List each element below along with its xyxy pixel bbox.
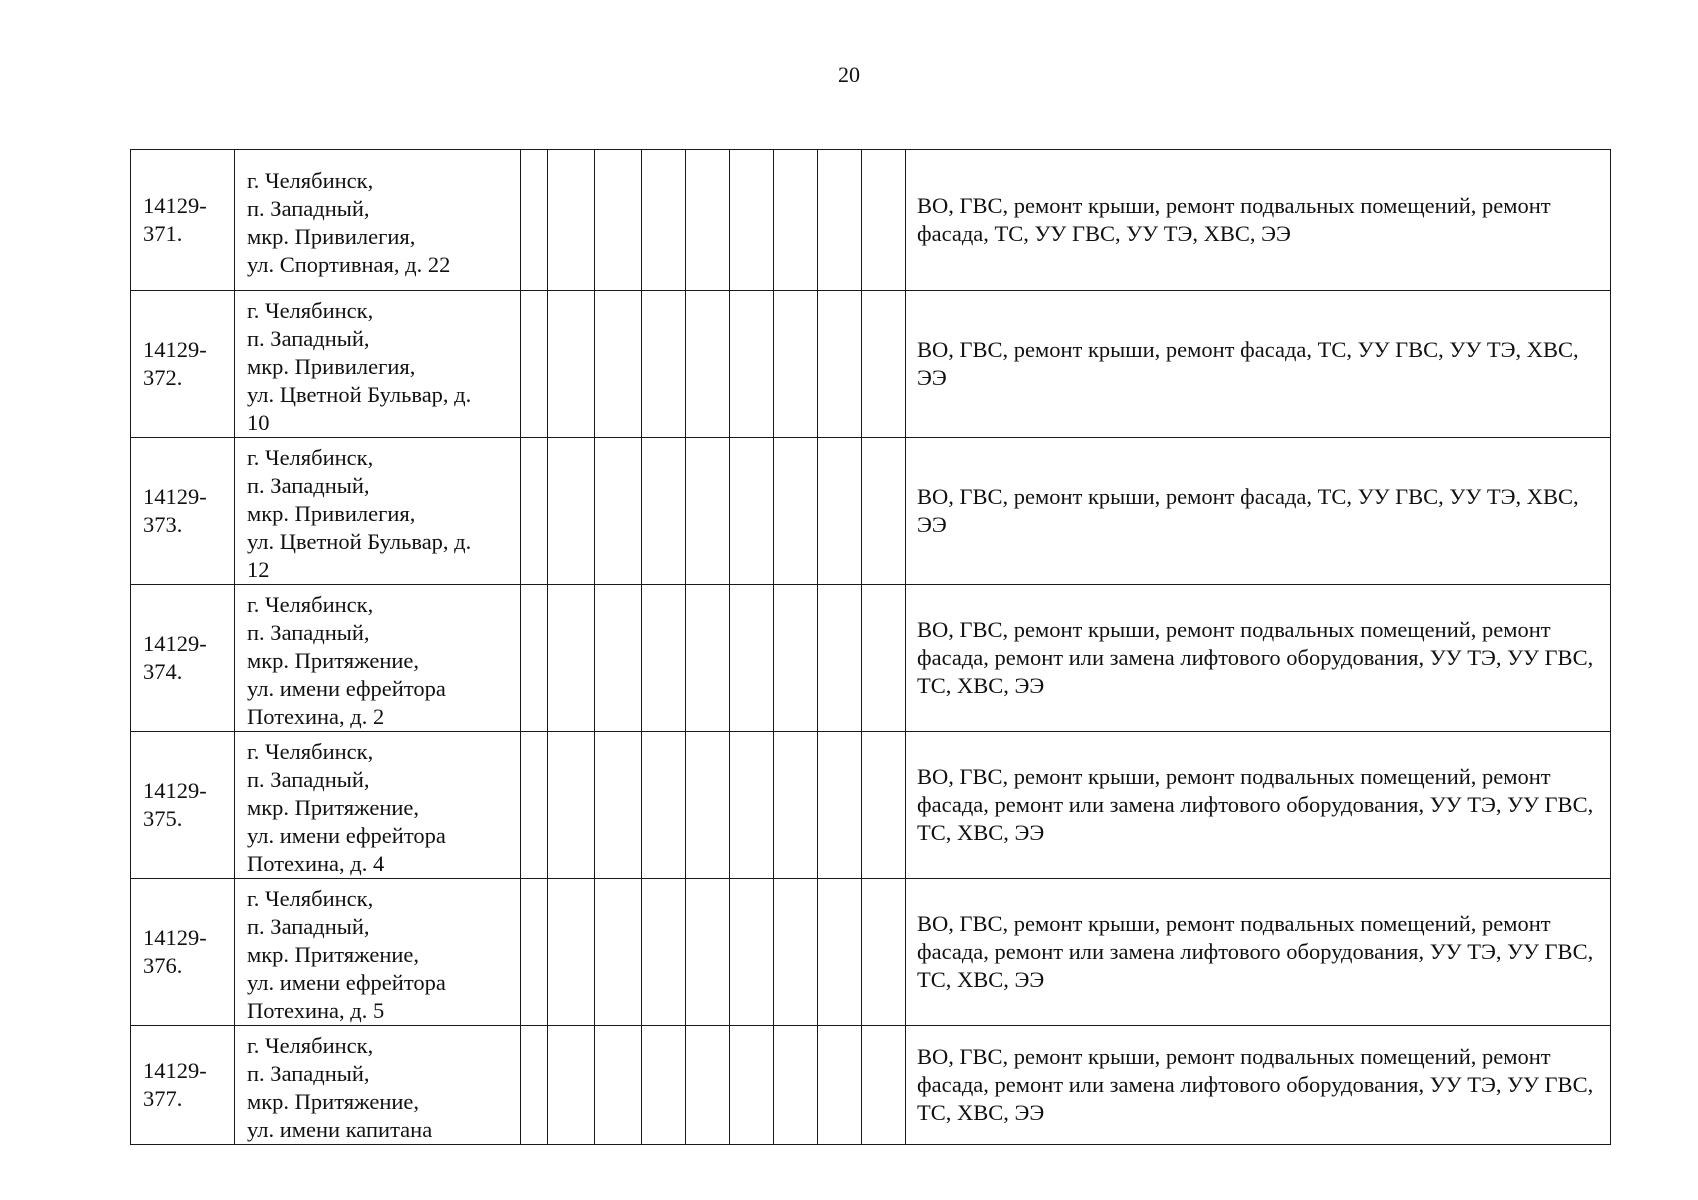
address-line: ул. имени капитана	[247, 1117, 433, 1142]
works-text: ВО, ГВС, ремонт крыши, ремонт подвальных помещений, ремонт фасада, ТС, УУ ГВС, УУ ТЭ, ХВС, ЭЭ	[917, 193, 1551, 246]
address-line: ул. имени ефрейтора	[247, 823, 446, 848]
address-line: п. Западный,	[247, 326, 370, 351]
address-line: г. Челябинск,	[247, 592, 374, 617]
house-id-line-1: 14129-	[143, 925, 207, 950]
empty-cell	[642, 732, 686, 879]
empty-cell	[642, 1026, 686, 1145]
house-id-line-2: 371.	[143, 221, 183, 246]
house-id-cell	[131, 438, 235, 585]
address-line: г. Челябинск,	[247, 445, 374, 470]
works-cell	[906, 1026, 1611, 1145]
works-cell	[906, 585, 1611, 732]
empty-cell	[686, 438, 730, 585]
address-line: мкр. Притяжение,	[247, 795, 420, 820]
table-row	[131, 150, 1611, 291]
house-id-cell	[131, 291, 235, 438]
address-cell	[235, 879, 521, 1026]
empty-cell	[686, 1026, 730, 1145]
address-line: п. Западный,	[247, 620, 370, 645]
empty-cell	[862, 291, 906, 438]
empty-cell	[730, 1026, 774, 1145]
address-line: 12	[247, 557, 270, 582]
empty-cell	[642, 150, 686, 291]
empty-cell	[595, 1026, 642, 1145]
address-line: ул. Цветной Бульвар, д.	[247, 529, 472, 554]
housing-register-table	[130, 149, 1611, 1145]
address-line: ул. имени ефрейтора	[247, 676, 446, 701]
works-cell	[906, 150, 1611, 291]
empty-cell	[774, 879, 818, 1026]
empty-cell	[862, 150, 906, 291]
house-id-line-1: 14129-	[143, 1058, 207, 1083]
empty-cell	[521, 291, 548, 438]
house-id-line-2: 376.	[143, 953, 183, 978]
empty-cell	[642, 879, 686, 1026]
empty-cell	[521, 879, 548, 1026]
empty-cell	[686, 150, 730, 291]
empty-cell	[548, 150, 595, 291]
address-line: ул. имени ефрейтора	[247, 970, 446, 995]
house-id-line-2: 377.	[143, 1086, 183, 1111]
address-line: мкр. Привилегия,	[247, 354, 416, 379]
empty-cell	[818, 732, 862, 879]
address-line: мкр. Привилегия,	[247, 224, 416, 249]
address-line: г. Челябинск,	[247, 298, 374, 323]
page-number: 20	[838, 62, 860, 87]
address-line: г. Челябинск,	[247, 886, 374, 911]
address-line: п. Западный,	[247, 473, 370, 498]
address-line: п. Западный,	[247, 914, 370, 939]
address-line: ул. Спортивная, д. 22	[247, 252, 451, 277]
works-text: ВО, ГВС, ремонт крыши, ремонт фасада, ТС, УУ ГВС, УУ ТЭ, ХВС, ЭЭ	[917, 337, 1579, 390]
empty-cell	[548, 438, 595, 585]
address-line: ул. Цветной Бульвар, д.	[247, 382, 472, 407]
address-cell	[235, 438, 521, 585]
works-text: ВО, ГВС, ремонт крыши, ремонт подвальных помещений, ремонт фасада, ремонт или замена лифтового оборудования, УУ ТЭ, УУ ГВС, ТС, ХВС, ЭЭ	[917, 1044, 1594, 1125]
table-row	[131, 732, 1611, 879]
house-id-line-1: 14129-	[143, 778, 207, 803]
empty-cell	[686, 585, 730, 732]
empty-cell	[548, 1026, 595, 1145]
address-cell	[235, 732, 521, 879]
empty-cell	[642, 291, 686, 438]
works-text: ВО, ГВС, ремонт крыши, ремонт фасада, ТС, УУ ГВС, УУ ТЭ, ХВС, ЭЭ	[917, 484, 1579, 537]
empty-cell	[818, 879, 862, 1026]
empty-cell	[730, 732, 774, 879]
address-line: мкр. Притяжение,	[247, 942, 420, 967]
empty-cell	[595, 732, 642, 879]
empty-cell	[730, 150, 774, 291]
empty-cell	[818, 1026, 862, 1145]
address-line: г. Челябинск,	[247, 168, 374, 193]
empty-cell	[686, 732, 730, 879]
house-id-line-2: 372.	[143, 365, 183, 390]
house-id-cell	[131, 1026, 235, 1145]
empty-cell	[548, 291, 595, 438]
empty-cell	[595, 438, 642, 585]
address-line: мкр. Притяжение,	[247, 648, 420, 673]
works-text: ВО, ГВС, ремонт крыши, ремонт подвальных помещений, ремонт фасада, ремонт или замена лифтового оборудования, УУ ТЭ, УУ ГВС, ТС, ХВС, ЭЭ	[917, 617, 1594, 698]
table-row	[131, 879, 1611, 1026]
works-cell	[906, 438, 1611, 585]
empty-cell	[818, 291, 862, 438]
empty-cell	[595, 585, 642, 732]
empty-cell	[686, 291, 730, 438]
empty-cell	[730, 879, 774, 1026]
house-id-line-1: 14129-	[143, 337, 207, 362]
address-line: г. Челябинск,	[247, 1033, 374, 1058]
empty-cell	[548, 732, 595, 879]
house-id-line-2: 373.	[143, 512, 183, 537]
house-id-cell	[131, 879, 235, 1026]
address-line: Потехина, д. 4	[247, 851, 385, 876]
empty-cell	[862, 438, 906, 585]
works-cell	[906, 291, 1611, 438]
empty-cell	[862, 1026, 906, 1145]
empty-cell	[862, 585, 906, 732]
empty-cell	[548, 585, 595, 732]
table-row	[131, 1026, 1611, 1145]
empty-cell	[521, 438, 548, 585]
empty-cell	[774, 1026, 818, 1145]
house-id-line-2: 375.	[143, 806, 183, 831]
empty-cell	[521, 1026, 548, 1145]
address-line: 10	[247, 410, 270, 435]
empty-cell	[686, 879, 730, 1026]
address-line: Потехина, д. 2	[247, 704, 385, 729]
empty-cell	[548, 879, 595, 1026]
address-cell	[235, 291, 521, 438]
works-cell	[906, 879, 1611, 1026]
empty-cell	[521, 585, 548, 732]
empty-cell	[818, 585, 862, 732]
empty-cell	[774, 732, 818, 879]
table-row	[131, 291, 1611, 438]
house-id-cell	[131, 732, 235, 879]
empty-cell	[521, 150, 548, 291]
works-text: ВО, ГВС, ремонт крыши, ремонт подвальных помещений, ремонт фасада, ремонт или замена лифтового оборудования, УУ ТЭ, УУ ГВС, ТС, ХВС, ЭЭ	[917, 764, 1594, 845]
house-id-line-1: 14129-	[143, 631, 207, 656]
empty-cell	[818, 150, 862, 291]
address-cell	[235, 150, 521, 291]
house-id-cell	[131, 150, 235, 291]
address-line: мкр. Привилегия,	[247, 501, 416, 526]
address-line: Потехина, д. 5	[247, 998, 385, 1023]
empty-cell	[730, 291, 774, 438]
works-text: ВО, ГВС, ремонт крыши, ремонт подвальных помещений, ремонт фасада, ремонт или замена лифтового оборудования, УУ ТЭ, УУ ГВС, ТС, ХВС, ЭЭ	[917, 911, 1594, 992]
empty-cell	[595, 879, 642, 1026]
address-line: п. Западный,	[247, 1061, 370, 1086]
house-id-line-1: 14129-	[143, 193, 207, 218]
house-id-cell	[131, 585, 235, 732]
empty-cell	[642, 438, 686, 585]
empty-cell	[862, 732, 906, 879]
works-cell	[906, 732, 1611, 879]
house-id-line-1: 14129-	[143, 484, 207, 509]
address-cell	[235, 1026, 521, 1145]
empty-cell	[730, 438, 774, 585]
empty-cell	[862, 879, 906, 1026]
house-id-line-2: 374.	[143, 659, 183, 684]
table-row	[131, 585, 1611, 732]
address-line: мкр. Притяжение,	[247, 1089, 420, 1114]
empty-cell	[642, 585, 686, 732]
empty-cell	[595, 150, 642, 291]
empty-cell	[595, 291, 642, 438]
empty-cell	[774, 150, 818, 291]
address-line: г. Челябинск,	[247, 739, 374, 764]
address-cell	[235, 585, 521, 732]
table-row	[131, 438, 1611, 585]
empty-cell	[730, 585, 774, 732]
address-line: п. Западный,	[247, 196, 370, 221]
empty-cell	[774, 585, 818, 732]
empty-cell	[774, 438, 818, 585]
empty-cell	[818, 438, 862, 585]
address-line: п. Западный,	[247, 767, 370, 792]
table-body	[131, 150, 1611, 1145]
empty-cell	[521, 732, 548, 879]
empty-cell	[774, 291, 818, 438]
